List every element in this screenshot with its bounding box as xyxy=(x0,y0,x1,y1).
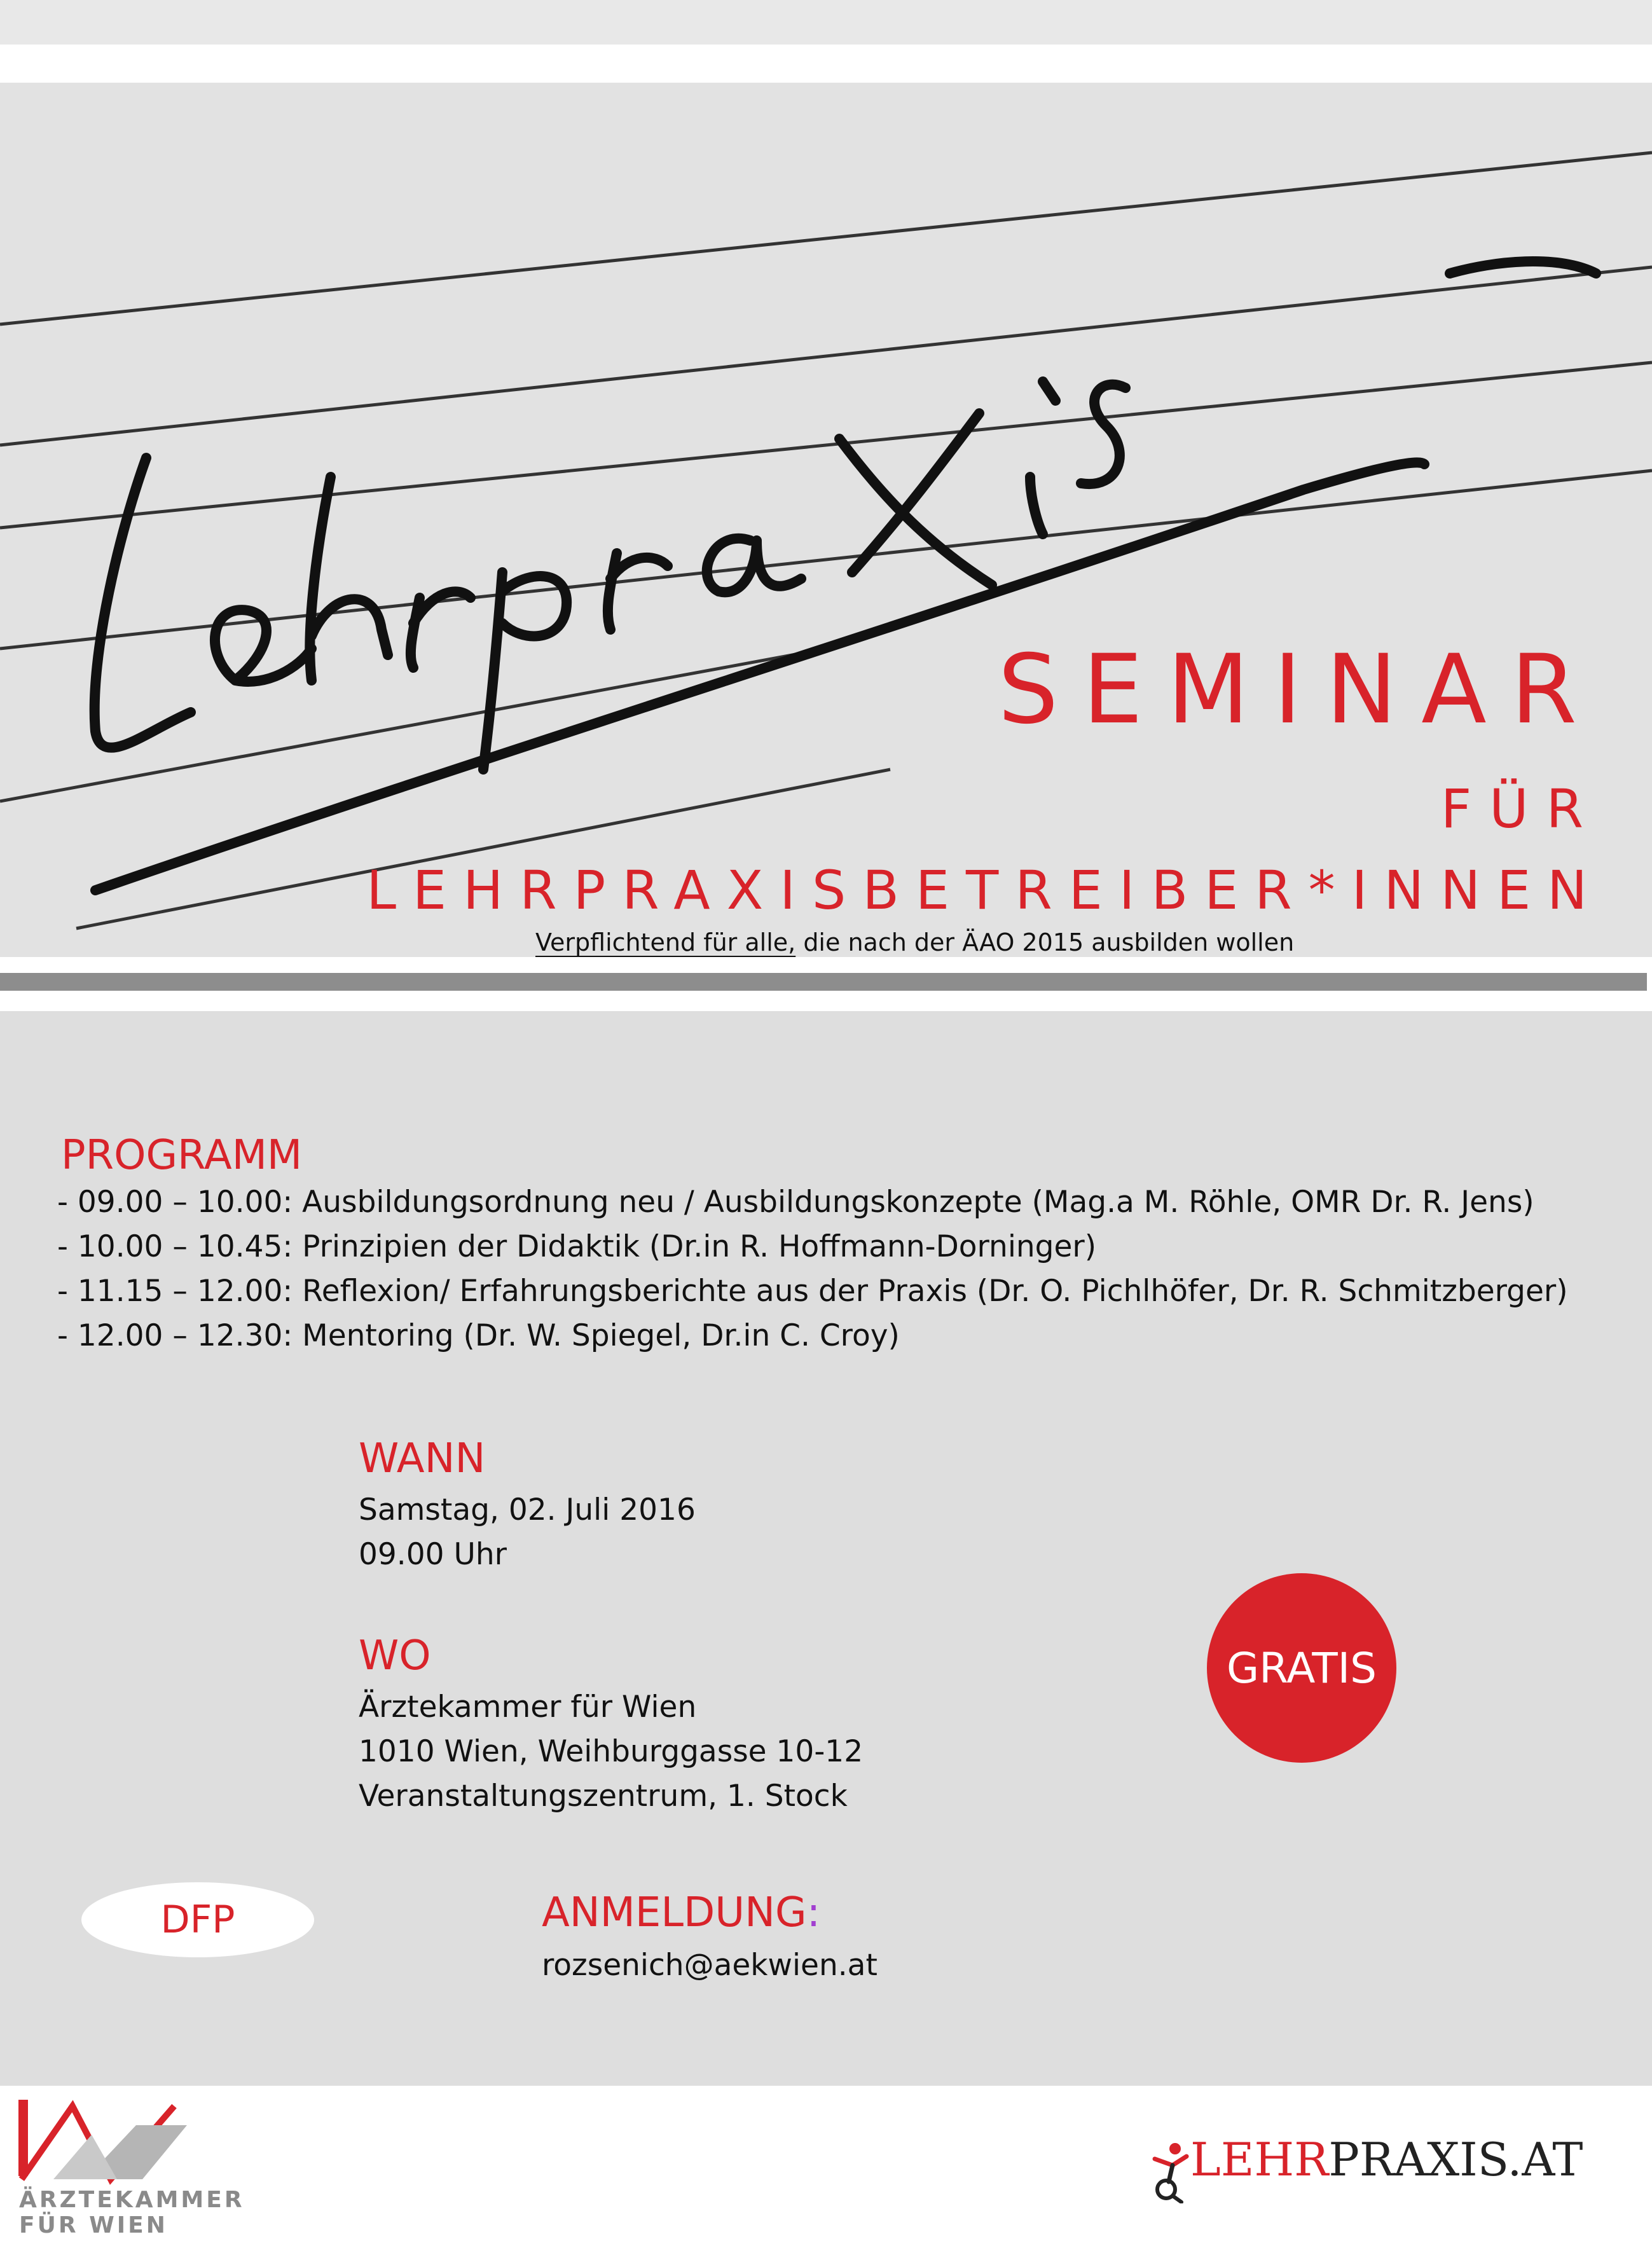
programm-list xyxy=(57,1180,1568,1358)
handwritten-lehrpraxis-image xyxy=(0,83,1652,957)
lp-red-part: LEHR xyxy=(1190,2133,1329,2186)
aek-line1: ÄRZTEKAMMER xyxy=(19,2187,245,2213)
aek-line2: FÜR WIEN xyxy=(19,2212,168,2238)
programm-item: - 11.15 – 12.00: Reflexion/ Erfahrungsberichte aus der Praxis (Dr. O. Pichlhöfer, Dr. R. Schmitzberger) xyxy=(57,1274,1568,1309)
ruled-lines xyxy=(0,153,1652,928)
handwriting-strokes xyxy=(95,261,1596,890)
wo-address: 1010 Wien, Weihburggasse 10-12 xyxy=(359,1734,864,1769)
mandatory-note-rest: die nach der ÄAO 2015 ausbilden wollen xyxy=(795,928,1295,956)
lehrpraxis-logo-text xyxy=(1190,2133,1583,2186)
anmeldung-label: ANMELDUNG xyxy=(542,1889,807,1936)
wo-room: Veranstaltungszentrum, 1. Stock xyxy=(359,1779,848,1814)
wann-details xyxy=(359,1488,696,1577)
wo-venue: Ärztekammer für Wien xyxy=(359,1690,697,1725)
programm-item: - 10.00 – 10.45: Prinzipien der Didaktik (Dr.in R. Hoffmann-Dorninger) xyxy=(57,1229,1097,1264)
anmeldung-heading xyxy=(542,1889,821,1936)
programm-item: - 12.00 – 12.30: Mentoring (Dr. W. Spiegel, Dr.in C. Croy) xyxy=(57,1318,900,1353)
aerztekammer-logo-text xyxy=(19,2188,245,2238)
registration-email[interactable]: rozsenich@aekwien.at xyxy=(542,1948,878,1983)
top-strip xyxy=(0,0,1652,45)
wann-time: 09.00 Uhr xyxy=(359,1537,507,1572)
wann-heading: WANN xyxy=(359,1435,486,1482)
mandatory-note-underlined: Verpflichtend für alle, xyxy=(535,928,796,956)
mandatory-note xyxy=(535,928,1294,956)
seminar-subtitle: FÜR xyxy=(1440,778,1601,840)
anmeldung-colon: : xyxy=(806,1889,821,1936)
audience-title: LEHRPRAXISBETREIBER*INNEN xyxy=(366,859,1604,921)
dfp-badge: DFP xyxy=(81,1882,314,1957)
wo-details xyxy=(359,1685,863,1819)
programm-item: - 09.00 – 10.00: Ausbildungsordnung neu / Ausbildungskonzepte (Mag.a M. Röhle, OMR Dr. R. Jens) xyxy=(57,1185,1534,1220)
wann-date: Samstag, 02. Juli 2016 xyxy=(359,1492,696,1527)
programm-heading: PROGRAMM xyxy=(61,1132,303,1179)
lp-dark-part: PRAXIS.AT xyxy=(1328,2133,1583,2186)
seminar-title: SEMINAR xyxy=(998,635,1601,745)
lehrpraxis-person-icon xyxy=(1150,2140,1190,2203)
divider-bar xyxy=(0,973,1647,991)
gratis-badge: GRATIS xyxy=(1207,1573,1396,1763)
hero-banner xyxy=(0,83,1652,957)
wo-heading: WO xyxy=(359,1632,431,1679)
aerztekammer-logo-icon xyxy=(15,2087,193,2189)
